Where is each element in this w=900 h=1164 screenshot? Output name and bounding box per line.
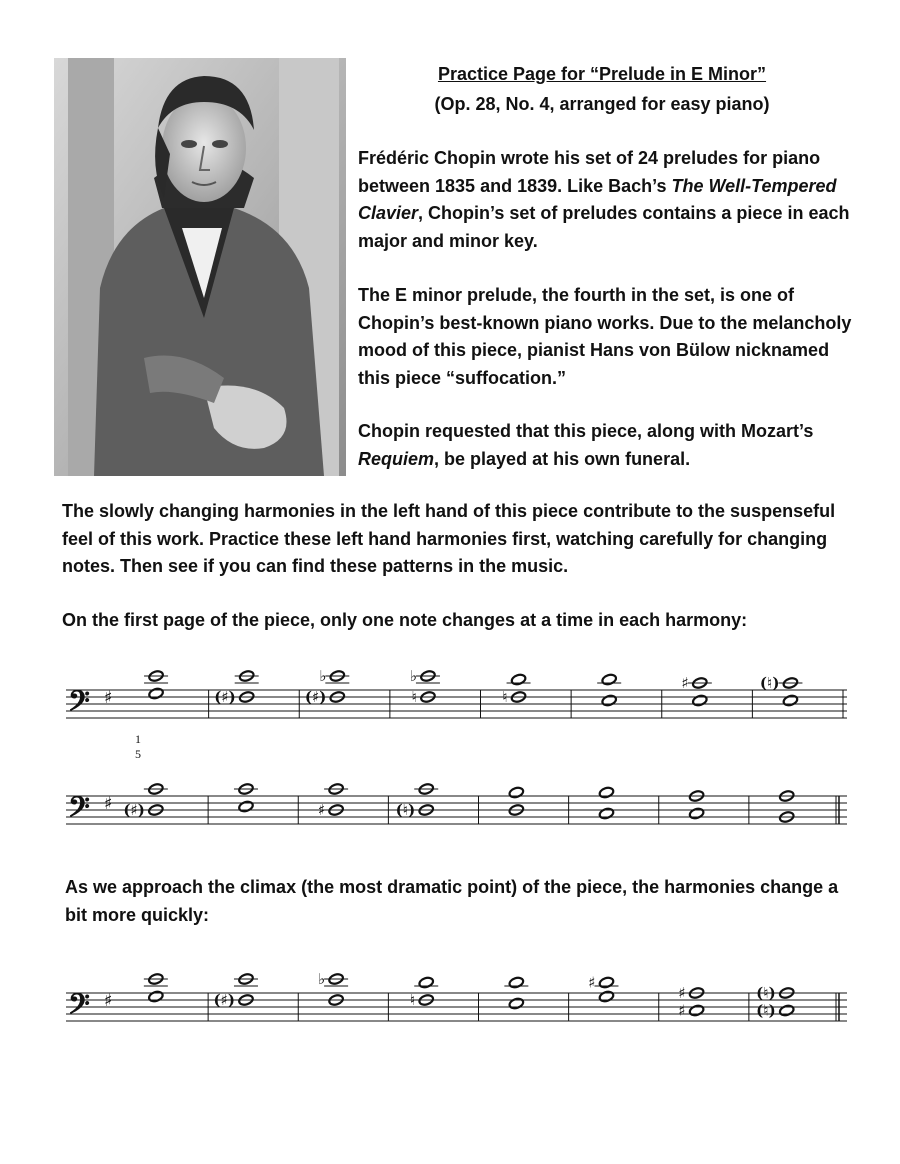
whole-note <box>598 990 614 1003</box>
bass-clef-icon: 𝄢 <box>68 685 90 725</box>
whole-note <box>508 976 524 989</box>
italic-title: The Well-Tempered Clavier <box>358 175 837 223</box>
system-1-svg <box>62 662 847 742</box>
text-run: , be played at his own funeral. <box>434 448 691 469</box>
text-run: , Chopin’s set of preludes contains a piece in each major and minor key. <box>358 203 850 251</box>
whole-note <box>692 694 708 707</box>
harmony-paragraph: The slowly changing harmonies in the left hand of this piece contribute to the suspenseful feel of this work. Practice these left hand harmonies first, watching carefully for changing notes. Then see if you can find these patterns in the music. <box>62 501 836 576</box>
fingering-marks <box>130 732 146 762</box>
sharp-accidental-icon: (♯) <box>304 688 327 706</box>
sharp-accidental-icon: ♯ <box>588 973 596 992</box>
page-title: Practice Page for “Prelude in E Minor” <box>437 64 767 84</box>
whole-note <box>508 786 524 799</box>
key-signature-sharp-icon: ♯ <box>104 688 113 708</box>
whole-note <box>418 976 434 989</box>
natural-accidental-icon: (♮) <box>756 984 776 1002</box>
key-signature-sharp-icon: ♯ <box>104 794 113 814</box>
natural-accidental-icon: ♮ <box>502 688 508 706</box>
system-3-svg <box>62 965 847 1045</box>
bass-clef-icon: 𝄢 <box>68 988 90 1028</box>
fingering-lower: 5 <box>135 747 141 761</box>
bass-clef-icon: 𝄢 <box>68 791 90 831</box>
whole-note <box>148 687 164 700</box>
whole-note <box>238 800 254 813</box>
text-run: The E minor prelude, the fourth in the set, is one of Chopin’s best-known piano works. Due to the melancholy mood of this piece, pianist Hans von Bülow nicknamed this piece “suffocation.” <box>358 285 852 388</box>
whole-note <box>598 786 614 799</box>
whole-note <box>601 694 617 707</box>
sharp-accidental-icon: (♯) <box>214 688 236 706</box>
natural-accidental-icon: ♮ <box>411 688 417 706</box>
whole-note <box>598 807 614 820</box>
key-signature-sharp-icon: ♯ <box>104 991 113 1011</box>
whole-note <box>689 1004 705 1017</box>
text-run: Chopin requested that this piece, along with Mozart’s <box>358 421 814 441</box>
flat-accidental-icon: ♭ <box>318 970 326 988</box>
flat-accidental-icon: ♭ <box>409 667 417 685</box>
whole-note <box>689 807 705 820</box>
intro-paragraph-3 <box>358 418 858 473</box>
first-page-heading: On the first page of the piece, only one note changes at a time in each harmony: <box>62 610 748 630</box>
flat-accidental-icon: ♭ <box>319 667 327 685</box>
whole-note <box>779 1004 795 1017</box>
whole-note <box>782 694 798 707</box>
sharp-accidental-icon: (♯) <box>123 801 145 819</box>
fingering-upper: 1 <box>135 732 141 746</box>
whole-note <box>148 990 164 1003</box>
natural-accidental-icon: (♮) <box>756 1001 776 1020</box>
whole-note <box>511 673 527 686</box>
chopin-portrait <box>54 58 346 476</box>
natural-accidental-icon: (♮) <box>395 801 416 819</box>
natural-accidental-icon: (♮) <box>759 674 780 692</box>
climax-paragraph: As we approach the climax (the most dramatic point) of the piece, the harmonies change a bit more quickly: <box>65 877 839 925</box>
system-2-svg <box>62 768 847 848</box>
sharp-accidental-icon: ♯ <box>317 801 326 819</box>
text-run: Frédéric Chopin wrote his set of 24 preludes for piano between 1835 and 1839. Like Bach’s <box>358 148 821 196</box>
staff-system-2 <box>62 768 847 848</box>
italic-title: Requiem <box>358 448 435 469</box>
natural-accidental-icon: ♮ <box>409 991 416 1009</box>
whole-note <box>598 976 614 989</box>
sharp-accidental-icon: (♯) <box>213 991 235 1009</box>
intro-paragraph-2 <box>358 282 858 392</box>
page-subtitle: (Op. 28, No. 4, arranged for easy piano) <box>434 94 770 114</box>
staff-system-1 <box>62 662 847 742</box>
sharp-accidental-icon: ♯ <box>678 1001 686 1020</box>
whole-note <box>601 673 617 686</box>
staff-system-3 <box>62 965 847 1045</box>
sharp-accidental-icon: ♯ <box>678 984 686 1002</box>
intro-paragraph-1 <box>358 145 858 255</box>
whole-note <box>508 997 524 1010</box>
sharp-accidental-icon: ♯ <box>681 674 689 692</box>
